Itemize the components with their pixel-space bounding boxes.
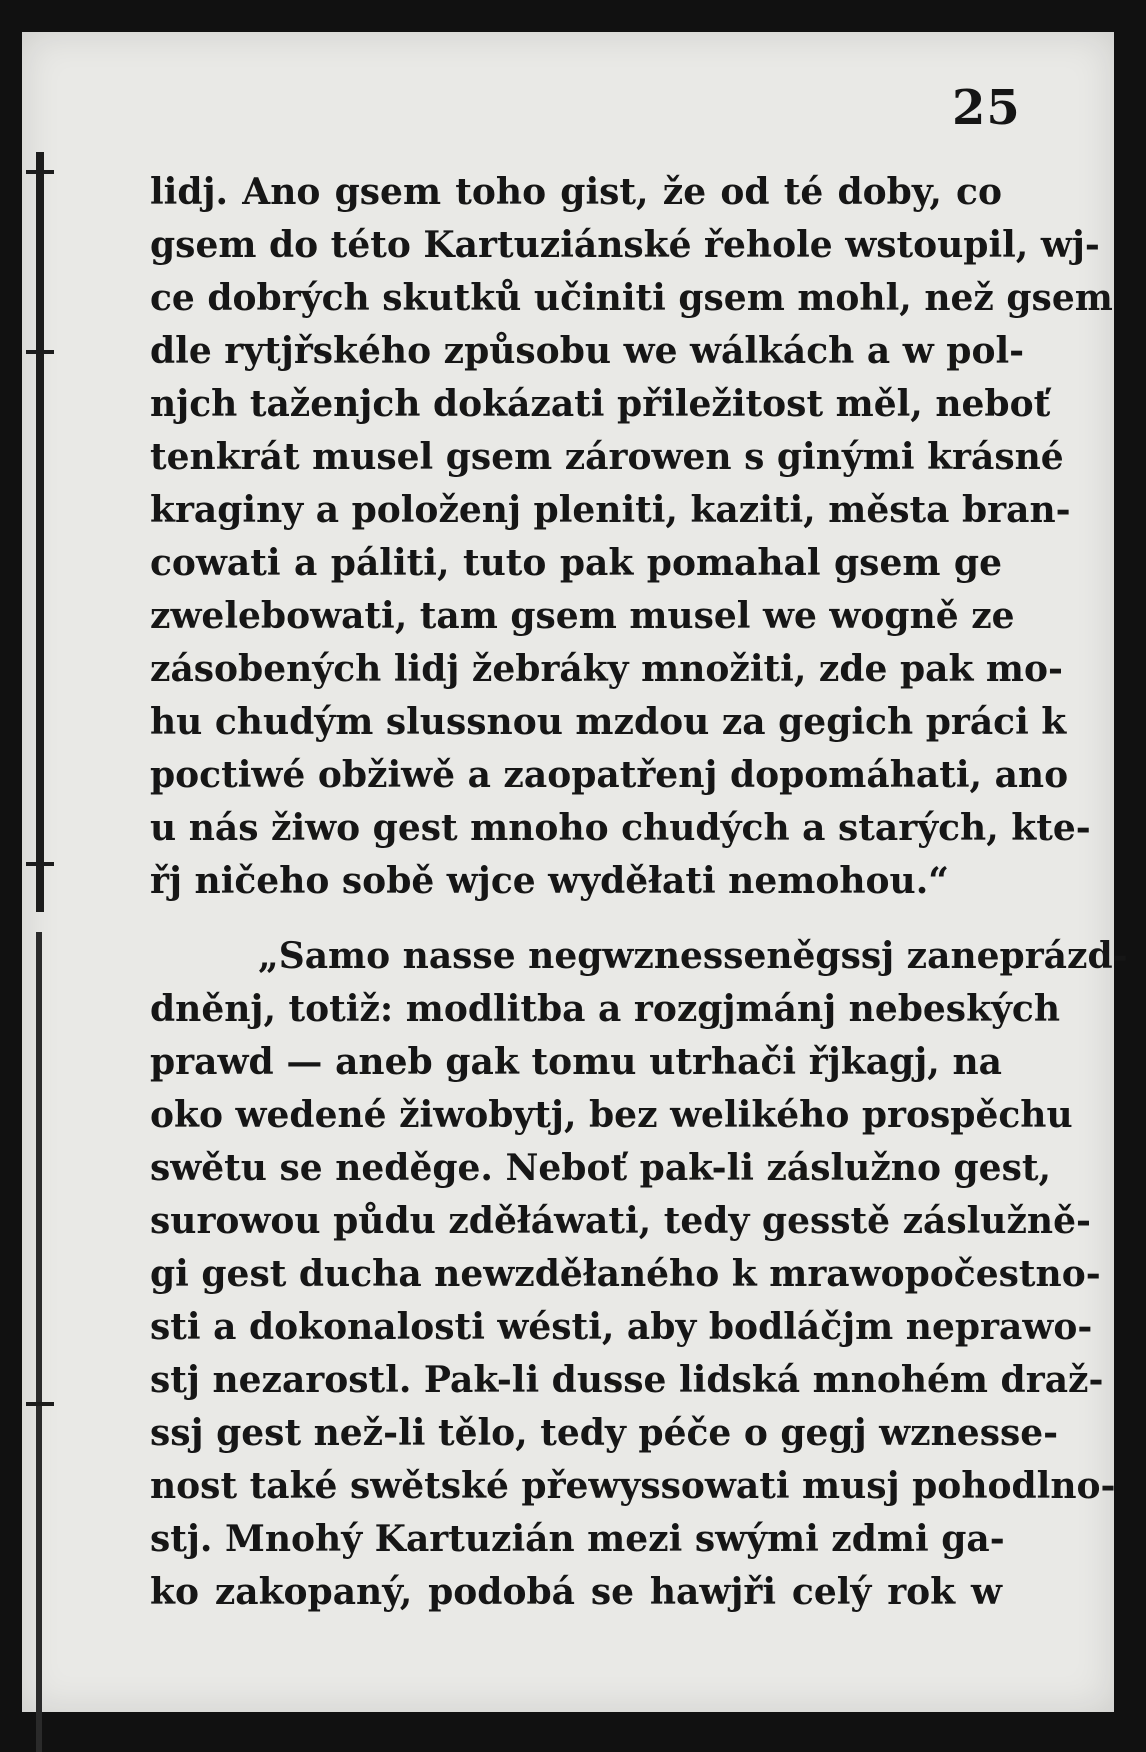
text-line: njch taženjch dokázati přiležitost měl, neboť: [150, 383, 1051, 425]
text-line: hu chudým slussnou mzdou za gegich práci k: [150, 701, 1067, 743]
binding-tick: [26, 862, 54, 866]
text-line: gi gest ducha newzděłaného k mrawopočestno-: [150, 1253, 1101, 1295]
paragraph-1: [150, 166, 1113, 908]
binding-tick: [26, 350, 54, 354]
text-line: cowati a páliti, tuto pak pomahal gsem ge: [150, 542, 1002, 584]
text-line: stj. Mnohý Kartuzián mezi swými zdmi ga-: [150, 1518, 1005, 1560]
text-line: gsem do této Kartuziánské řehole wstoupil, wj-: [150, 224, 1100, 266]
text-line: zásobených lidj žebráky množiti, zde pak mo-: [150, 648, 1063, 690]
text-line: „Samo nasse negwznesseněgssj zaneprázd-: [258, 935, 1128, 977]
text-line: ko zakopaný, podobá se hawjři celý rok w: [150, 1571, 1002, 1613]
binding-edge-top: [36, 152, 44, 912]
text-line: oko wedené žiwobytj, bez welikého prospěchu: [150, 1094, 1073, 1136]
binding-tick: [26, 170, 54, 174]
text-line: surowou půdu zděłáwati, tedy gesstě záslužně-: [150, 1200, 1091, 1242]
paragraph-2: [150, 930, 1128, 1619]
text-line: kraginy a položenj pleniti, kaziti, města bran-: [150, 489, 1071, 531]
text-line: ce dobrých skutků učiniti gsem mohl, než gsem: [150, 277, 1113, 319]
text-line: sti a dokonalosti wésti, aby bodláčjm neprawo-: [150, 1306, 1093, 1348]
text-line: nost také swětské přewyssowati musj pohodlno-: [150, 1465, 1116, 1507]
text-line: stj nezarostl. Pak-li dusse lidská mnohém draž-: [150, 1359, 1104, 1401]
text-line: ssj gest než-li tělo, tedy péče o gegj wznesse-: [150, 1412, 1059, 1454]
page-number: 25: [952, 80, 1021, 136]
text-line: poctiwé obžiwě a zaopatřenj dopomáhati, ano: [150, 754, 1069, 796]
text-line: swětu se neděge. Neboť pak-li záslužno gest,: [150, 1147, 1052, 1189]
text-line: dněnj, totiž: modlitba a rozgjmánj nebeských: [150, 988, 1061, 1030]
text-line: řj ničeho sobě wjce wyděłati nemohou.“: [150, 860, 949, 902]
text-line: tenkrát musel gsem zárowen s ginými krásné: [150, 436, 1064, 478]
text-line: u nás žiwo gest mnoho chudých a starých, kte-: [150, 807, 1091, 849]
binding-edge-bottom: [36, 932, 42, 1752]
text-line: dle rytjřského způsobu we wálkách a w pol-: [150, 330, 1025, 372]
text-line: prawd — aneb gak tomu utrhači řjkagj, na: [150, 1041, 1002, 1083]
text-line: lidj. Ano gsem toho gist, že od té doby, co: [150, 171, 1002, 213]
binding-tick: [26, 1402, 54, 1406]
text-line: zwelebowati, tam gsem musel we wogně ze: [150, 595, 1015, 637]
